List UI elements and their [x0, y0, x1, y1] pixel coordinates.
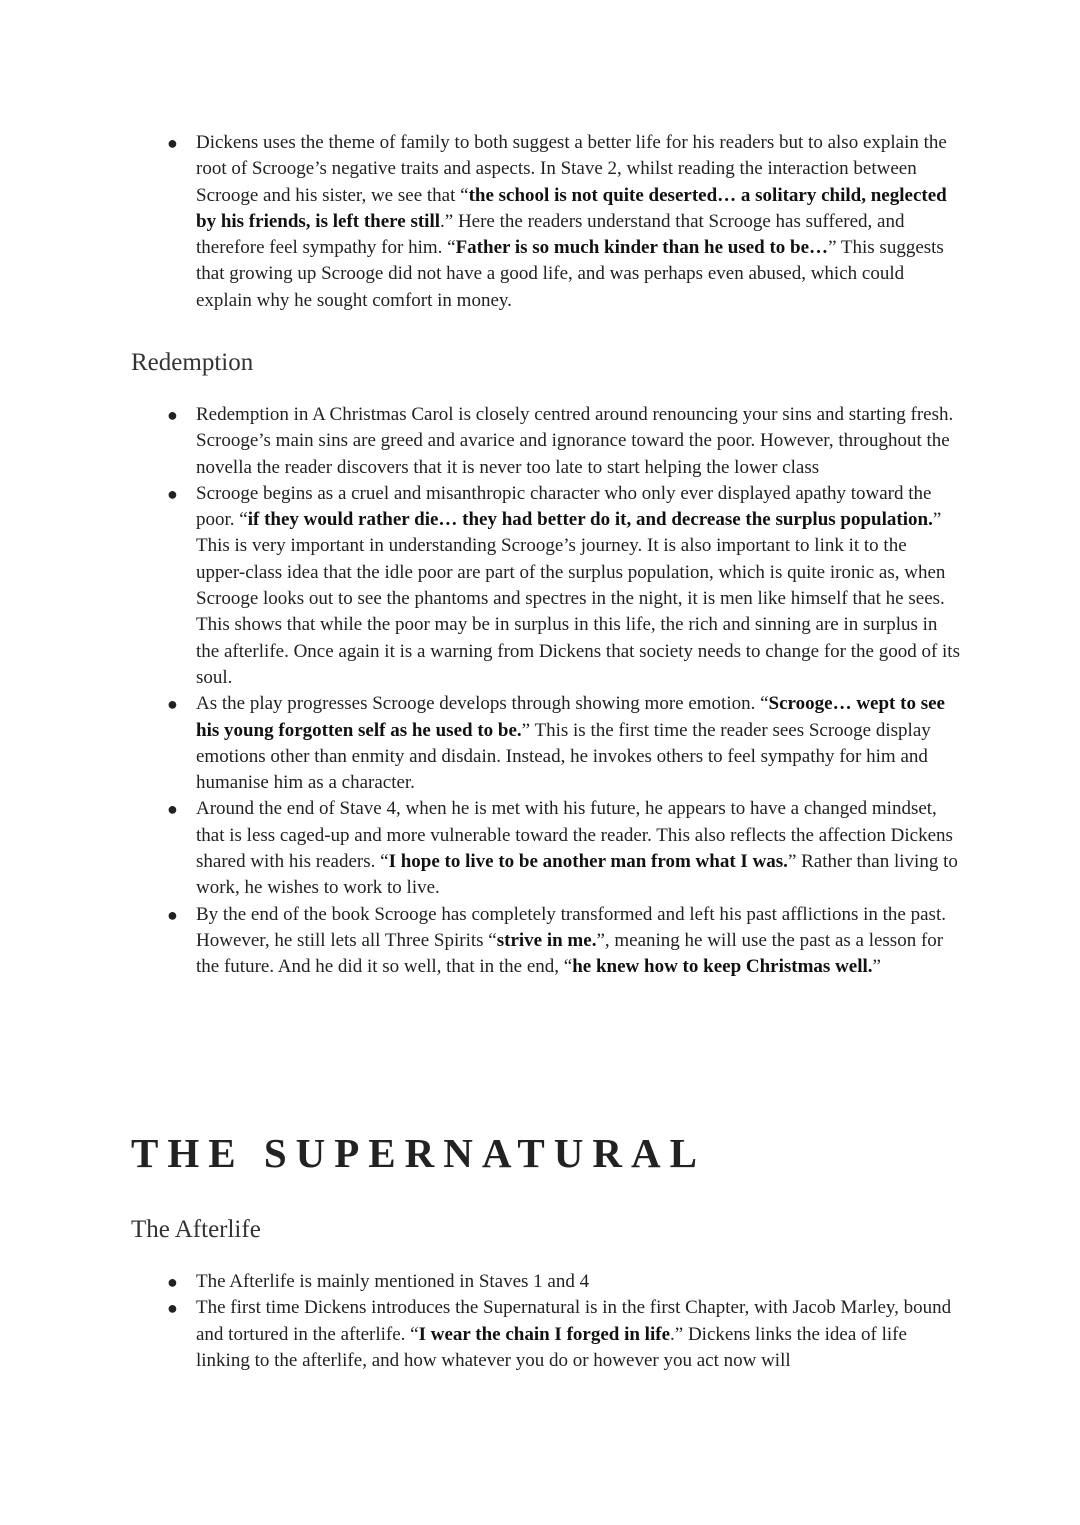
body-text: ”, meaning he will use the past as a lesson for the future. And he did it so well, that in the end, “	[196, 929, 944, 978]
list-item	[160, 796, 960, 901]
quote-text: strive in me.	[496, 929, 597, 951]
quote-text: if they would rather die… they had better do it, and decrease the surplus population.	[247, 509, 933, 531]
list-item	[160, 130, 960, 314]
body-text: .” Dickens links the idea of life linking to the afterlife, and how whatever you do or however you act now will	[196, 1323, 907, 1371]
quote-text: Scrooge… wept to see his young forgotten self as he used to be.	[196, 693, 945, 741]
list-item	[160, 402, 960, 481]
body-text: ”	[872, 956, 881, 978]
list-item	[160, 481, 960, 691]
family-bullet-list	[160, 130, 960, 314]
quote-text: Father is so much kinder than he used to be…	[455, 237, 829, 259]
supernatural-heading: THE SUPERNATURAL	[131, 1130, 706, 1176]
quote-text: the school is not quite deserted… a solitary child, neglected by his friends, is left there still	[196, 184, 947, 232]
list-item	[160, 1295, 960, 1374]
body-text: By the end of the book Scrooge has completely transformed and left his past afflictions in the past. However, he still lets all Three Spirits “	[196, 903, 946, 951]
quote-text: he knew how to keep Christmas well.	[572, 956, 873, 978]
body-text: ” This is the first time the reader sees Scrooge display emotions other than enmity and disdain. Instead, he invokes others to feel sympathy for him and humanise him as a character.	[196, 719, 931, 794]
quote-text: I wear the chain I forged in life	[418, 1323, 671, 1345]
body-text: ” This is very important in understanding Scrooge’s journey. It is also important to link it to the upper-class idea that the idle poor are part of the surplus population, which is quite ironic as, when Scrooge looks out to see the phantoms and spectres in the night, it is men like himself that he sees. This shows that while the poor may be in surplus in this life, the rich and sinning are in surplus in the afterlife. Once again it is a warning from Dickens that society needs to change for the good of its soul.	[196, 509, 960, 688]
body-text: The first time Dickens introduces the Supernatural is in the first Chapter, with Jacob Marley, bound and tortured in the afterlife. “	[196, 1297, 952, 1345]
quote-text: I hope to live to be another man from what I was.	[388, 851, 788, 873]
body-text: Scrooge begins as a cruel and misanthropic character who only ever displayed apathy toward the poor. “	[196, 482, 932, 531]
redemption-bullet-list	[160, 402, 960, 981]
bullet-icon: ●	[167, 405, 178, 425]
bullet-icon: ●	[167, 483, 178, 504]
bullet-icon: ●	[167, 133, 178, 153]
body-text: The Afterlife is mainly mentioned in Staves 1 and 4	[196, 1271, 590, 1292]
body-text: Dickens uses the theme of family to both suggest a better life for his readers but to also explain the root of Scrooge’s negative traits and aspects. In Stave 2, whilst reading the interaction between Scrooge and his sister, we see that “	[196, 132, 947, 206]
bullet-icon: ●	[167, 1298, 178, 1319]
body-text: Around the end of Stave 4, when he is met with his future, he appears to have a changed mindset, that is less caged-up and more vulnerable toward the reader. This also reflects the affection Dickens shared with his readers. “	[196, 798, 953, 873]
list-item	[160, 902, 960, 981]
body-text: As the play progresses Scrooge develops through showing more emotion. “	[196, 693, 769, 715]
body-text: Redemption in A Christmas Carol is closely centred around renouncing your sins and starting fresh. Scrooge’s main sins are greed and avarice and ignorance toward the poor. However, throughout the novella the reader discovers that it is never too late to start helping the lower class	[196, 404, 954, 478]
body-text: ” Rather than living to work, he wishes to work to live.	[196, 851, 958, 899]
bullet-icon: ●	[167, 694, 178, 715]
list-item	[160, 691, 960, 796]
body-text: .” Here the readers understand that Scrooge has suffered, and therefore feel sympathy for him. “	[196, 210, 905, 259]
afterlife-heading: The Afterlife	[131, 1216, 261, 1243]
list-item	[160, 1269, 960, 1295]
body-text: ” This suggests that growing up Scrooge did not have a good life, and was perhaps even abused, which could explain why he sought comfort in money.	[196, 237, 944, 311]
bullet-icon: ●	[167, 904, 178, 925]
redemption-heading: Redemption	[131, 349, 254, 376]
bullet-icon: ●	[167, 1272, 178, 1292]
bullet-icon: ●	[167, 799, 178, 820]
afterlife-bullet-list	[160, 1269, 960, 1374]
